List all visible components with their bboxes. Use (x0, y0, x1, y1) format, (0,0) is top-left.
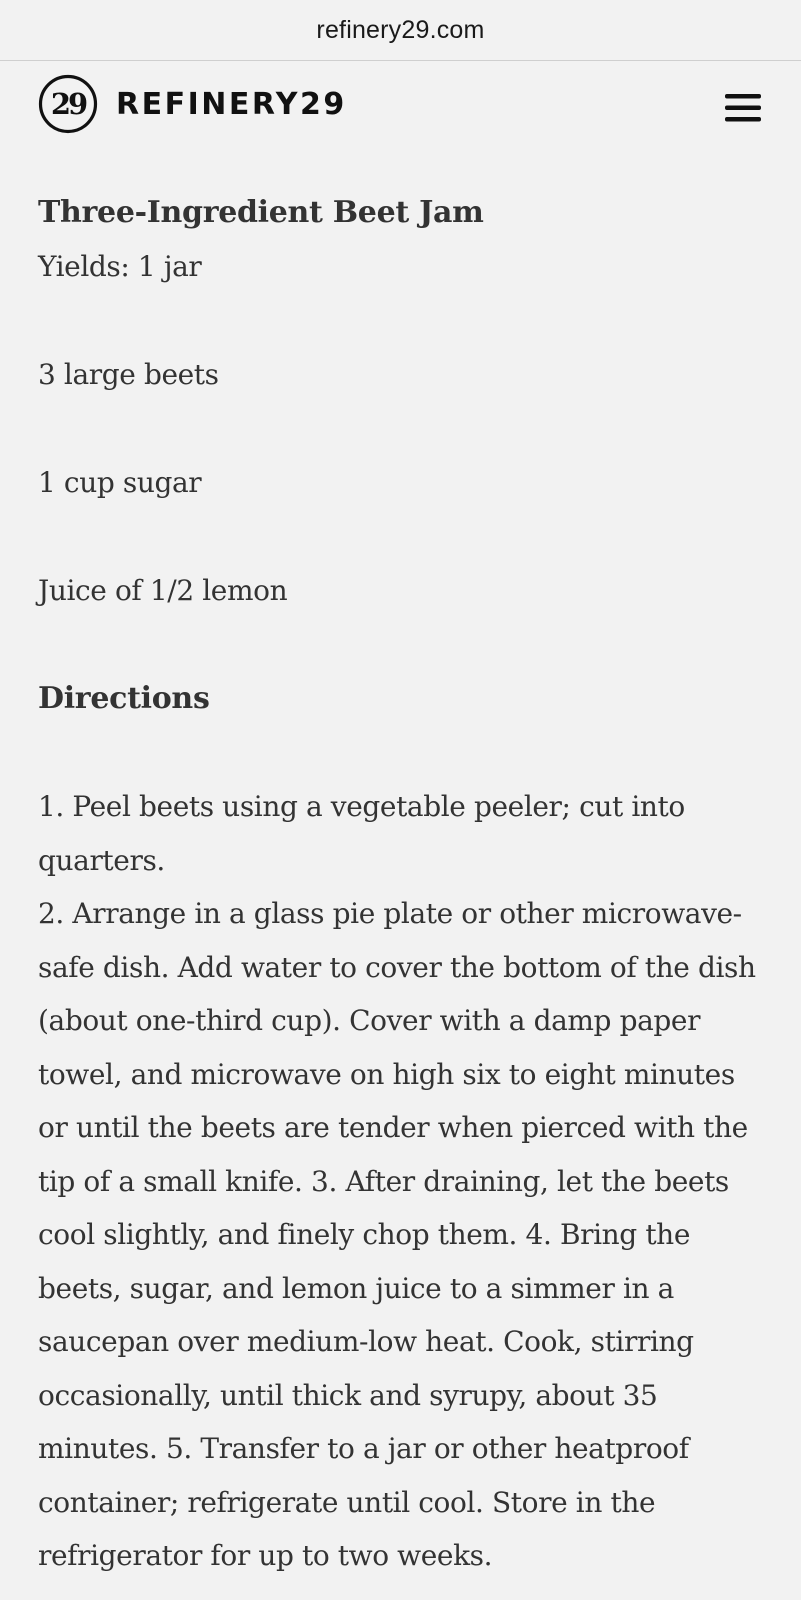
hamburger-menu-icon (723, 91, 763, 125)
browser-url-bar[interactable] (0, 0, 801, 61)
site-header (0, 61, 801, 151)
logo-wordmark: REFINERY29 (116, 86, 347, 122)
ingredient-item: 1 cup sugar (38, 466, 202, 499)
recipe-article (38, 186, 768, 1583)
recipe-yields: Yields: 1 jar (38, 250, 202, 283)
logo-mark-text: 29 (50, 87, 86, 121)
refinery29-logo-icon (38, 74, 98, 134)
menu-button[interactable] (723, 91, 763, 125)
ingredient-item: 3 large beets (38, 358, 219, 391)
url-text[interactable]: refinery29.com (316, 15, 485, 44)
ingredient-item: Juice of 1/2 lemon (38, 574, 288, 607)
directions-text: 1. Peel beets using a vegetable peeler; cut into quarters. 2. Arrange in a glass pie plate or other microwave-safe dish. Add water to cover the bottom of the dish (about one-third cup). Cover with a damp paper towel, and microwave on high six to eight minutes or until the beets are tender when pierced with the tip of a small knife. 3. After draining, let the beets cool slightly, and finely chop them. 4. Bring the beets, sugar, and lemon juice to a simmer in a saucepan over medium-low heat. Cook, stirring occasionally, until thick and syrupy, about 35 minutes. 5. Transfer to a jar or other heatproof container; refrigerate until cool. Store in the refrigerator for up to two weeks. (38, 790, 756, 1572)
site-logo[interactable] (38, 74, 347, 134)
recipe-title: Three-Ingredient Beet Jam (38, 195, 484, 230)
directions-heading: Directions (38, 681, 210, 716)
